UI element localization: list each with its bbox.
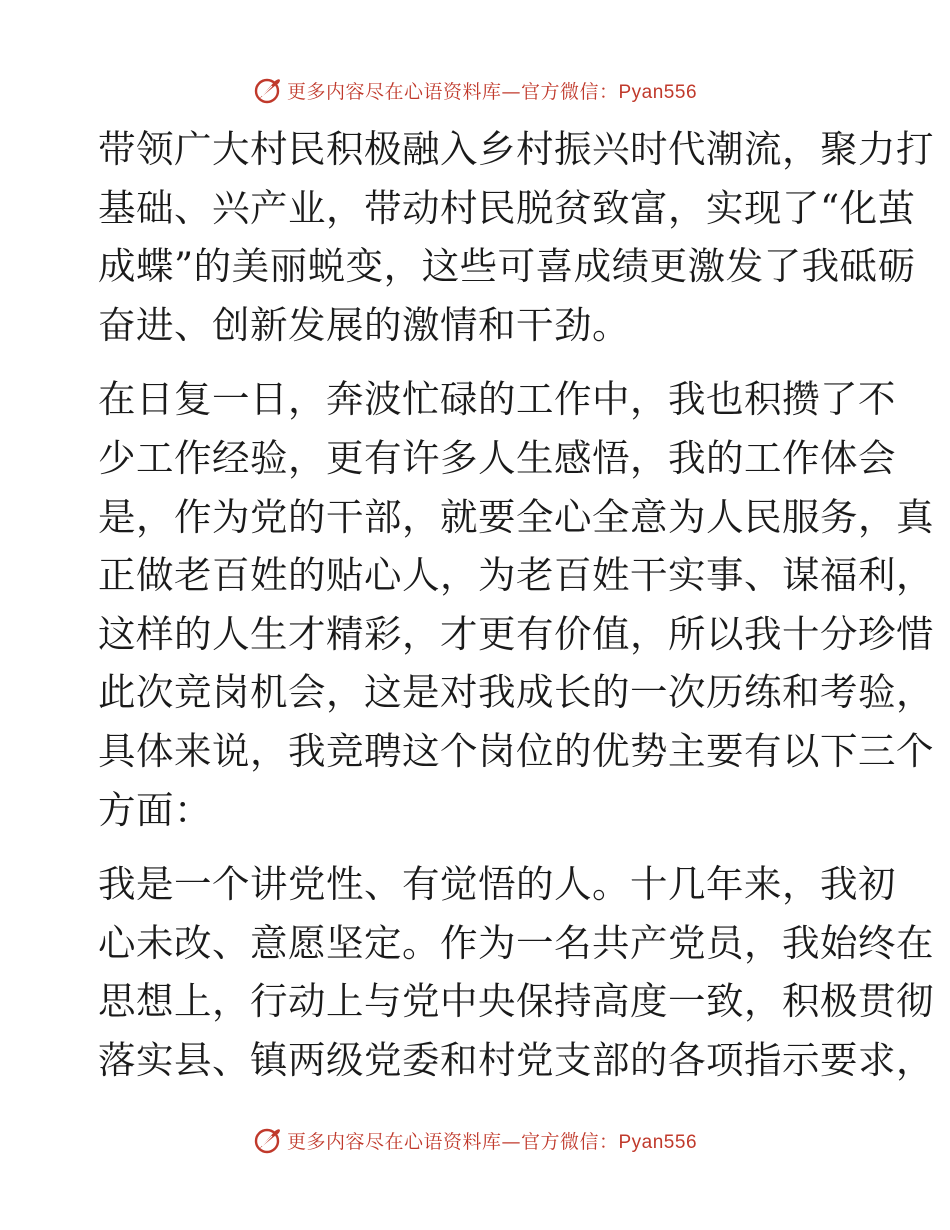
feather-pen-icon [253,1125,283,1155]
text-line: 这样的人生才精彩，才更有价值，所以我十分珍惜 [98,611,934,656]
document-body [98,120,934,1090]
footer-banner [0,1120,950,1160]
text-line: 具体来说，我竞聘这个岗位的优势主要有以下三个 [98,728,934,773]
text-line: 基础、兴产业，带动村民脱贫致富，实现了“化茧 [98,185,916,230]
banner-text: 更多内容尽在心语资料库—官方微信：Pyan556 [286,1130,698,1153]
text-line: 在日复一日，奔波忙碌的工作中，我也积攒了不 [98,377,896,422]
text-line: 心未改、意愿坚定。作为一名共产党员，我始终在 [98,920,934,965]
text-line: 是，作为党的干部，就要全心全意为人民服务，真 [98,494,934,539]
banner-wechat-handle: Pyan556 [618,81,698,103]
banner-text: 更多内容尽在心语资料库—官方微信：Pyan556 [286,80,698,103]
text-line: 落实县、镇两级党委和村党支部的各项指示要求， [98,1037,934,1082]
text-line: 奋进、创新发展的激情和干劲。 [98,302,630,347]
feather-pen-icon [253,75,283,105]
text-line: 思想上，行动上与党中央保持高度一致，积极贯彻 [98,979,934,1024]
paragraph-2 [98,370,934,839]
text-line: 正做老百姓的贴心人，为老百姓干实事、谋福利， [98,553,934,598]
text-line: 带领广大村民积极融入乡村振兴时代潮流，聚力打 [98,127,934,171]
header-banner [0,70,950,110]
text-line: 此次竞岗机会，这是对我成长的一次历练和考验， [98,670,934,715]
text-line: 方面： [98,787,212,832]
paragraph-3 [98,855,934,1089]
banner-wechat-handle: Pyan556 [618,1131,698,1153]
text-line: 成蝶”的美丽蜕变，这些可喜成绩更激发了我砥砺 [98,244,916,289]
text-line: 少工作经验，更有许多人生感悟，我的工作体会 [98,435,896,480]
text-line: 我是一个讲党性、有觉悟的人。十几年来，我初 [98,862,896,907]
paragraph-1 [98,120,934,354]
